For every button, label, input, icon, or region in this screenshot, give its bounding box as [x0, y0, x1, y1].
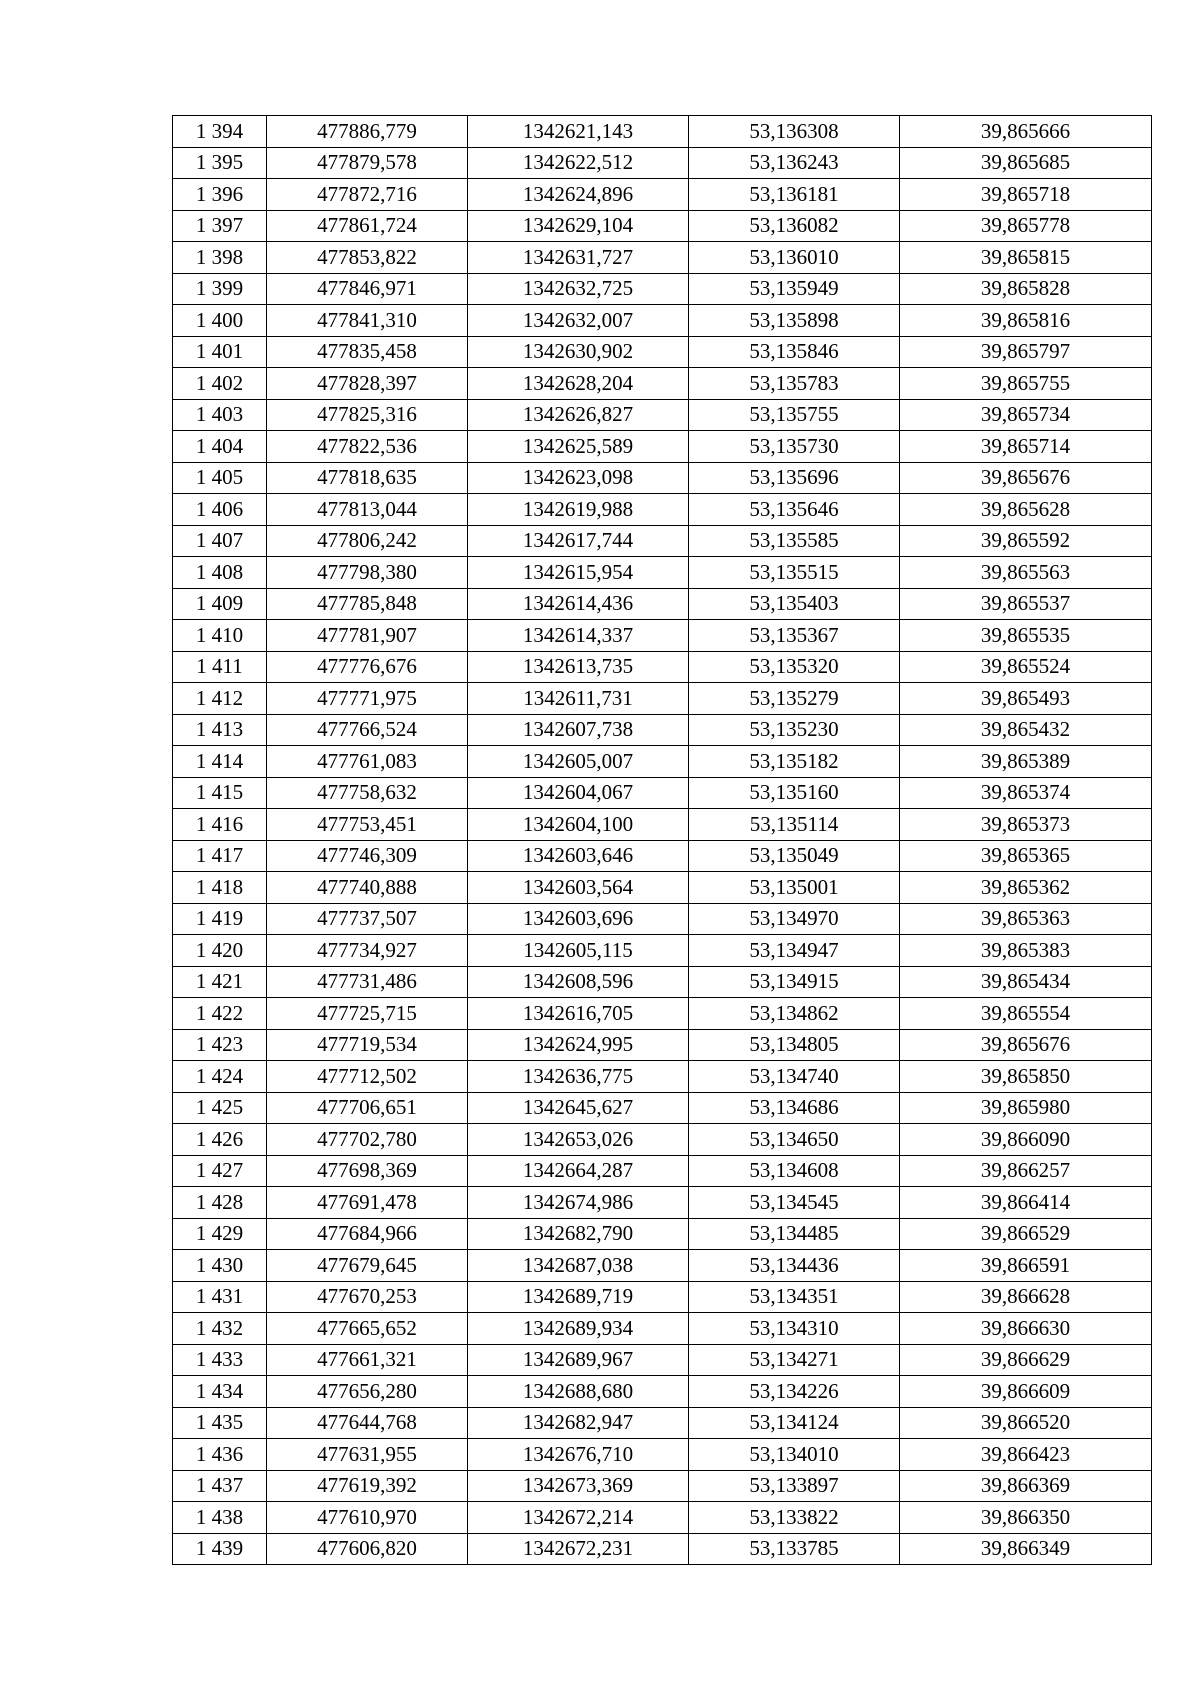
- latitude-cell: 53,135755: [689, 399, 900, 431]
- y-coordinate-cell: 1342664,287: [468, 1155, 689, 1187]
- point-number-cell: 1 421: [173, 966, 267, 998]
- table-row: [173, 336, 1152, 368]
- point-number-cell: 1 406: [173, 494, 267, 526]
- latitude-cell: 53,135949: [689, 273, 900, 305]
- point-number-cell: 1 412: [173, 683, 267, 715]
- latitude-cell: 53,135049: [689, 840, 900, 872]
- longitude-cell: 39,865980: [900, 1092, 1152, 1124]
- latitude-cell: 53,134226: [689, 1376, 900, 1408]
- latitude-cell: 53,134010: [689, 1439, 900, 1471]
- y-coordinate-cell: 1342622,512: [468, 147, 689, 179]
- point-number-cell: 1 419: [173, 903, 267, 935]
- latitude-cell: 53,134862: [689, 998, 900, 1030]
- x-coordinate-cell: 477661,321: [267, 1344, 468, 1376]
- table-row: [173, 210, 1152, 242]
- latitude-cell: 53,135585: [689, 525, 900, 557]
- longitude-cell: 39,865850: [900, 1061, 1152, 1093]
- latitude-cell: 53,134805: [689, 1029, 900, 1061]
- x-coordinate-cell: 477861,724: [267, 210, 468, 242]
- longitude-cell: 39,865374: [900, 777, 1152, 809]
- x-coordinate-cell: 477841,310: [267, 305, 468, 337]
- point-number-cell: 1 395: [173, 147, 267, 179]
- x-coordinate-cell: 477691,478: [267, 1187, 468, 1219]
- longitude-cell: 39,866414: [900, 1187, 1152, 1219]
- table-row: [173, 494, 1152, 526]
- point-number-cell: 1 402: [173, 368, 267, 400]
- point-number-cell: 1 398: [173, 242, 267, 274]
- longitude-cell: 39,865734: [900, 399, 1152, 431]
- longitude-cell: 39,865373: [900, 809, 1152, 841]
- latitude-cell: 53,135367: [689, 620, 900, 652]
- x-coordinate-cell: 477631,955: [267, 1439, 468, 1471]
- latitude-cell: 53,134608: [689, 1155, 900, 1187]
- y-coordinate-cell: 1342608,596: [468, 966, 689, 998]
- longitude-cell: 39,866629: [900, 1344, 1152, 1376]
- table-row: [173, 714, 1152, 746]
- point-number-cell: 1 403: [173, 399, 267, 431]
- y-coordinate-cell: 1342689,719: [468, 1281, 689, 1313]
- latitude-cell: 53,134686: [689, 1092, 900, 1124]
- point-number-cell: 1 436: [173, 1439, 267, 1471]
- latitude-cell: 53,134740: [689, 1061, 900, 1093]
- x-coordinate-cell: 477798,380: [267, 557, 468, 589]
- point-number-cell: 1 410: [173, 620, 267, 652]
- y-coordinate-cell: 1342632,725: [468, 273, 689, 305]
- table-row: [173, 935, 1152, 967]
- point-number-cell: 1 427: [173, 1155, 267, 1187]
- table-row: [173, 431, 1152, 463]
- latitude-cell: 53,135646: [689, 494, 900, 526]
- point-number-cell: 1 431: [173, 1281, 267, 1313]
- table-row: [173, 1533, 1152, 1565]
- longitude-cell: 39,865383: [900, 935, 1152, 967]
- longitude-cell: 39,866628: [900, 1281, 1152, 1313]
- x-coordinate-cell: 477886,779: [267, 116, 468, 148]
- latitude-cell: 53,135320: [689, 651, 900, 683]
- x-coordinate-cell: 477665,652: [267, 1313, 468, 1345]
- y-coordinate-cell: 1342689,967: [468, 1344, 689, 1376]
- point-number-cell: 1 432: [173, 1313, 267, 1345]
- latitude-cell: 53,133822: [689, 1502, 900, 1534]
- latitude-cell: 53,135846: [689, 336, 900, 368]
- coordinates-table-body: [173, 116, 1152, 1565]
- longitude-cell: 39,865816: [900, 305, 1152, 337]
- table-row: [173, 620, 1152, 652]
- table-row: [173, 1250, 1152, 1282]
- y-coordinate-cell: 1342611,731: [468, 683, 689, 715]
- latitude-cell: 53,135783: [689, 368, 900, 400]
- y-coordinate-cell: 1342632,007: [468, 305, 689, 337]
- point-number-cell: 1 430: [173, 1250, 267, 1282]
- table-row: [173, 651, 1152, 683]
- longitude-cell: 39,865535: [900, 620, 1152, 652]
- x-coordinate-cell: 477822,536: [267, 431, 468, 463]
- point-number-cell: 1 438: [173, 1502, 267, 1534]
- longitude-cell: 39,865676: [900, 1029, 1152, 1061]
- y-coordinate-cell: 1342623,098: [468, 462, 689, 494]
- longitude-cell: 39,865563: [900, 557, 1152, 589]
- longitude-cell: 39,865432: [900, 714, 1152, 746]
- y-coordinate-cell: 1342672,231: [468, 1533, 689, 1565]
- x-coordinate-cell: 477698,369: [267, 1155, 468, 1187]
- longitude-cell: 39,866369: [900, 1470, 1152, 1502]
- y-coordinate-cell: 1342624,896: [468, 179, 689, 211]
- x-coordinate-cell: 477825,316: [267, 399, 468, 431]
- latitude-cell: 53,134436: [689, 1250, 900, 1282]
- longitude-cell: 39,865389: [900, 746, 1152, 778]
- y-coordinate-cell: 1342688,680: [468, 1376, 689, 1408]
- latitude-cell: 53,134650: [689, 1124, 900, 1156]
- longitude-cell: 39,866257: [900, 1155, 1152, 1187]
- table-row: [173, 966, 1152, 998]
- y-coordinate-cell: 1342630,902: [468, 336, 689, 368]
- table-row: [173, 1470, 1152, 1502]
- table-row: [173, 1281, 1152, 1313]
- latitude-cell: 53,135515: [689, 557, 900, 589]
- longitude-cell: 39,866349: [900, 1533, 1152, 1565]
- x-coordinate-cell: 477731,486: [267, 966, 468, 998]
- y-coordinate-cell: 1342636,775: [468, 1061, 689, 1093]
- latitude-cell: 53,135279: [689, 683, 900, 715]
- y-coordinate-cell: 1342625,589: [468, 431, 689, 463]
- table-row: [173, 1061, 1152, 1093]
- x-coordinate-cell: 477644,768: [267, 1407, 468, 1439]
- latitude-cell: 53,135696: [689, 462, 900, 494]
- longitude-cell: 39,865778: [900, 210, 1152, 242]
- longitude-cell: 39,866609: [900, 1376, 1152, 1408]
- point-number-cell: 1 439: [173, 1533, 267, 1565]
- longitude-cell: 39,865755: [900, 368, 1152, 400]
- latitude-cell: 53,134485: [689, 1218, 900, 1250]
- x-coordinate-cell: 477606,820: [267, 1533, 468, 1565]
- point-number-cell: 1 425: [173, 1092, 267, 1124]
- table-row: [173, 1313, 1152, 1345]
- latitude-cell: 53,135230: [689, 714, 900, 746]
- x-coordinate-cell: 477753,451: [267, 809, 468, 841]
- point-number-cell: 1 399: [173, 273, 267, 305]
- point-number-cell: 1 414: [173, 746, 267, 778]
- x-coordinate-cell: 477781,907: [267, 620, 468, 652]
- x-coordinate-cell: 477771,975: [267, 683, 468, 715]
- point-number-cell: 1 422: [173, 998, 267, 1030]
- longitude-cell: 39,865365: [900, 840, 1152, 872]
- point-number-cell: 1 423: [173, 1029, 267, 1061]
- y-coordinate-cell: 1342626,827: [468, 399, 689, 431]
- table-row: [173, 1407, 1152, 1439]
- x-coordinate-cell: 477746,309: [267, 840, 468, 872]
- y-coordinate-cell: 1342615,954: [468, 557, 689, 589]
- point-number-cell: 1 434: [173, 1376, 267, 1408]
- longitude-cell: 39,865592: [900, 525, 1152, 557]
- table-row: [173, 1439, 1152, 1471]
- table-row: [173, 1502, 1152, 1534]
- x-coordinate-cell: 477758,632: [267, 777, 468, 809]
- coordinates-table: [172, 115, 1152, 1565]
- table-row: [173, 116, 1152, 148]
- latitude-cell: 53,134947: [689, 935, 900, 967]
- table-row: [173, 147, 1152, 179]
- y-coordinate-cell: 1342616,705: [468, 998, 689, 1030]
- y-coordinate-cell: 1342674,986: [468, 1187, 689, 1219]
- x-coordinate-cell: 477737,507: [267, 903, 468, 935]
- table-row: [173, 777, 1152, 809]
- x-coordinate-cell: 477719,534: [267, 1029, 468, 1061]
- x-coordinate-cell: 477684,966: [267, 1218, 468, 1250]
- point-number-cell: 1 411: [173, 651, 267, 683]
- table-row: [173, 809, 1152, 841]
- table-row: [173, 903, 1152, 935]
- table-row: [173, 1124, 1152, 1156]
- latitude-cell: 53,135114: [689, 809, 900, 841]
- table-row: [173, 1092, 1152, 1124]
- point-number-cell: 1 437: [173, 1470, 267, 1502]
- longitude-cell: 39,865493: [900, 683, 1152, 715]
- longitude-cell: 39,866630: [900, 1313, 1152, 1345]
- table-row: [173, 399, 1152, 431]
- latitude-cell: 53,134545: [689, 1187, 900, 1219]
- x-coordinate-cell: 477706,651: [267, 1092, 468, 1124]
- point-number-cell: 1 397: [173, 210, 267, 242]
- point-number-cell: 1 426: [173, 1124, 267, 1156]
- point-number-cell: 1 428: [173, 1187, 267, 1219]
- latitude-cell: 53,136010: [689, 242, 900, 274]
- y-coordinate-cell: 1342604,067: [468, 777, 689, 809]
- x-coordinate-cell: 477766,524: [267, 714, 468, 746]
- y-coordinate-cell: 1342603,696: [468, 903, 689, 935]
- table-row: [173, 683, 1152, 715]
- y-coordinate-cell: 1342682,947: [468, 1407, 689, 1439]
- longitude-cell: 39,865718: [900, 179, 1152, 211]
- longitude-cell: 39,866520: [900, 1407, 1152, 1439]
- y-coordinate-cell: 1342619,988: [468, 494, 689, 526]
- table-row: [173, 525, 1152, 557]
- latitude-cell: 53,135001: [689, 872, 900, 904]
- point-number-cell: 1 404: [173, 431, 267, 463]
- table-row: [173, 998, 1152, 1030]
- y-coordinate-cell: 1342624,995: [468, 1029, 689, 1061]
- x-coordinate-cell: 477846,971: [267, 273, 468, 305]
- table-row: [173, 746, 1152, 778]
- x-coordinate-cell: 477656,280: [267, 1376, 468, 1408]
- x-coordinate-cell: 477853,822: [267, 242, 468, 274]
- x-coordinate-cell: 477670,253: [267, 1281, 468, 1313]
- y-coordinate-cell: 1342604,100: [468, 809, 689, 841]
- point-number-cell: 1 408: [173, 557, 267, 589]
- latitude-cell: 53,134310: [689, 1313, 900, 1345]
- latitude-cell: 53,136082: [689, 210, 900, 242]
- y-coordinate-cell: 1342653,026: [468, 1124, 689, 1156]
- table-row: [173, 1029, 1152, 1061]
- x-coordinate-cell: 477734,927: [267, 935, 468, 967]
- point-number-cell: 1 400: [173, 305, 267, 337]
- x-coordinate-cell: 477872,716: [267, 179, 468, 211]
- longitude-cell: 39,866423: [900, 1439, 1152, 1471]
- table-row: [173, 242, 1152, 274]
- y-coordinate-cell: 1342629,104: [468, 210, 689, 242]
- x-coordinate-cell: 477702,780: [267, 1124, 468, 1156]
- point-number-cell: 1 396: [173, 179, 267, 211]
- longitude-cell: 39,866090: [900, 1124, 1152, 1156]
- latitude-cell: 53,135898: [689, 305, 900, 337]
- y-coordinate-cell: 1342689,934: [468, 1313, 689, 1345]
- x-coordinate-cell: 477818,635: [267, 462, 468, 494]
- y-coordinate-cell: 1342603,646: [468, 840, 689, 872]
- latitude-cell: 53,135730: [689, 431, 900, 463]
- point-number-cell: 1 420: [173, 935, 267, 967]
- table-row: [173, 1376, 1152, 1408]
- longitude-cell: 39,865434: [900, 966, 1152, 998]
- point-number-cell: 1 401: [173, 336, 267, 368]
- table-row: [173, 872, 1152, 904]
- longitude-cell: 39,865666: [900, 116, 1152, 148]
- latitude-cell: 53,135403: [689, 588, 900, 620]
- table-row: [173, 557, 1152, 589]
- table-row: [173, 305, 1152, 337]
- table-row: [173, 1344, 1152, 1376]
- latitude-cell: 53,135160: [689, 777, 900, 809]
- latitude-cell: 53,134271: [689, 1344, 900, 1376]
- y-coordinate-cell: 1342605,007: [468, 746, 689, 778]
- x-coordinate-cell: 477813,044: [267, 494, 468, 526]
- y-coordinate-cell: 1342673,369: [468, 1470, 689, 1502]
- longitude-cell: 39,865537: [900, 588, 1152, 620]
- y-coordinate-cell: 1342605,115: [468, 935, 689, 967]
- y-coordinate-cell: 1342687,038: [468, 1250, 689, 1282]
- table-row: [173, 588, 1152, 620]
- table-row: [173, 462, 1152, 494]
- table-row: [173, 179, 1152, 211]
- y-coordinate-cell: 1342603,564: [468, 872, 689, 904]
- point-number-cell: 1 413: [173, 714, 267, 746]
- point-number-cell: 1 435: [173, 1407, 267, 1439]
- table-row: [173, 368, 1152, 400]
- point-number-cell: 1 407: [173, 525, 267, 557]
- longitude-cell: 39,866591: [900, 1250, 1152, 1282]
- y-coordinate-cell: 1342628,204: [468, 368, 689, 400]
- latitude-cell: 53,134915: [689, 966, 900, 998]
- point-number-cell: 1 433: [173, 1344, 267, 1376]
- y-coordinate-cell: 1342676,710: [468, 1439, 689, 1471]
- y-coordinate-cell: 1342631,727: [468, 242, 689, 274]
- x-coordinate-cell: 477679,645: [267, 1250, 468, 1282]
- y-coordinate-cell: 1342617,744: [468, 525, 689, 557]
- x-coordinate-cell: 477806,242: [267, 525, 468, 557]
- table-row: [173, 273, 1152, 305]
- x-coordinate-cell: 477619,392: [267, 1470, 468, 1502]
- latitude-cell: 53,134124: [689, 1407, 900, 1439]
- x-coordinate-cell: 477712,502: [267, 1061, 468, 1093]
- point-number-cell: 1 405: [173, 462, 267, 494]
- x-coordinate-cell: 477776,676: [267, 651, 468, 683]
- longitude-cell: 39,865362: [900, 872, 1152, 904]
- y-coordinate-cell: 1342645,627: [468, 1092, 689, 1124]
- x-coordinate-cell: 477785,848: [267, 588, 468, 620]
- latitude-cell: 53,136243: [689, 147, 900, 179]
- longitude-cell: 39,865815: [900, 242, 1152, 274]
- latitude-cell: 53,133897: [689, 1470, 900, 1502]
- table-row: [173, 1218, 1152, 1250]
- table-row: [173, 840, 1152, 872]
- y-coordinate-cell: 1342682,790: [468, 1218, 689, 1250]
- y-coordinate-cell: 1342614,337: [468, 620, 689, 652]
- point-number-cell: 1 429: [173, 1218, 267, 1250]
- longitude-cell: 39,865828: [900, 273, 1152, 305]
- point-number-cell: 1 394: [173, 116, 267, 148]
- point-number-cell: 1 415: [173, 777, 267, 809]
- x-coordinate-cell: 477879,578: [267, 147, 468, 179]
- y-coordinate-cell: 1342614,436: [468, 588, 689, 620]
- longitude-cell: 39,865524: [900, 651, 1152, 683]
- longitude-cell: 39,865554: [900, 998, 1152, 1030]
- point-number-cell: 1 418: [173, 872, 267, 904]
- x-coordinate-cell: 477835,458: [267, 336, 468, 368]
- y-coordinate-cell: 1342672,214: [468, 1502, 689, 1534]
- longitude-cell: 39,866350: [900, 1502, 1152, 1534]
- longitude-cell: 39,866529: [900, 1218, 1152, 1250]
- latitude-cell: 53,136181: [689, 179, 900, 211]
- latitude-cell: 53,136308: [689, 116, 900, 148]
- y-coordinate-cell: 1342613,735: [468, 651, 689, 683]
- point-number-cell: 1 417: [173, 840, 267, 872]
- longitude-cell: 39,865714: [900, 431, 1152, 463]
- longitude-cell: 39,865676: [900, 462, 1152, 494]
- table-row: [173, 1155, 1152, 1187]
- point-number-cell: 1 416: [173, 809, 267, 841]
- longitude-cell: 39,865628: [900, 494, 1152, 526]
- latitude-cell: 53,135182: [689, 746, 900, 778]
- x-coordinate-cell: 477740,888: [267, 872, 468, 904]
- point-number-cell: 1 409: [173, 588, 267, 620]
- table-row: [173, 1187, 1152, 1219]
- y-coordinate-cell: 1342621,143: [468, 116, 689, 148]
- x-coordinate-cell: 477761,083: [267, 746, 468, 778]
- longitude-cell: 39,865797: [900, 336, 1152, 368]
- longitude-cell: 39,865685: [900, 147, 1152, 179]
- latitude-cell: 53,134351: [689, 1281, 900, 1313]
- point-number-cell: 1 424: [173, 1061, 267, 1093]
- y-coordinate-cell: 1342607,738: [468, 714, 689, 746]
- longitude-cell: 39,865363: [900, 903, 1152, 935]
- latitude-cell: 53,133785: [689, 1533, 900, 1565]
- x-coordinate-cell: 477828,397: [267, 368, 468, 400]
- x-coordinate-cell: 477610,970: [267, 1502, 468, 1534]
- latitude-cell: 53,134970: [689, 903, 900, 935]
- x-coordinate-cell: 477725,715: [267, 998, 468, 1030]
